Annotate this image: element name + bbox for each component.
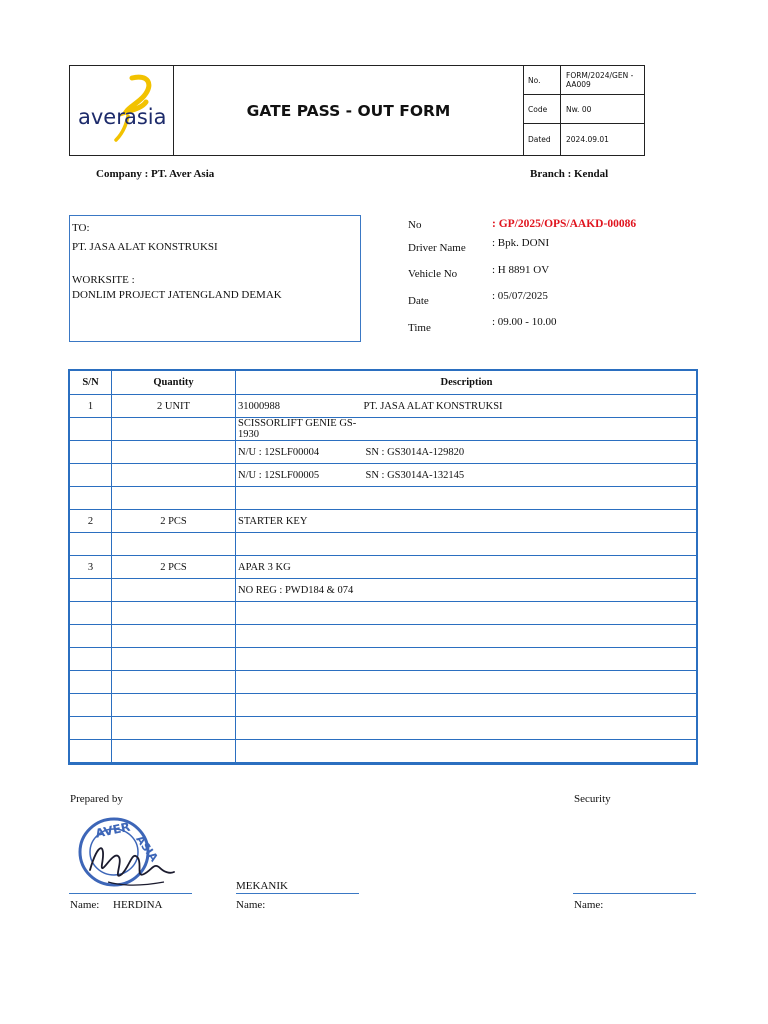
cell-quantity	[112, 671, 236, 694]
cell-description	[236, 625, 364, 648]
cell-sn: 3	[70, 556, 112, 579]
cell-description-extra	[364, 533, 698, 556]
cell-sn	[70, 694, 112, 717]
svg-text:asia: asia	[124, 105, 167, 129]
cell-quantity	[112, 717, 236, 740]
meta-row-no	[524, 66, 644, 95]
cell-description-extra	[364, 510, 698, 533]
security-signature-line	[573, 893, 696, 894]
cell-description	[236, 740, 364, 763]
date-label: Date	[408, 295, 429, 307]
svg-text:aver: aver	[78, 105, 125, 129]
table-row	[70, 579, 698, 602]
cell-description-extra: PT. JASA ALAT KONSTRUKSI	[364, 395, 698, 418]
cell-description: N/U : 12SLF00005	[236, 464, 364, 487]
meta-key: Code	[524, 95, 561, 123]
company-label: Company : PT. Aver Asia	[96, 168, 215, 180]
table-row	[70, 464, 698, 487]
cell-description: 31000988	[236, 395, 364, 418]
time-value: : 09.00 - 10.00	[492, 316, 557, 328]
cell-quantity: 2 PCS	[112, 556, 236, 579]
cell-description-extra	[364, 579, 698, 602]
table-row	[70, 418, 698, 441]
cell-description: N/U : 12SLF00004	[236, 441, 364, 464]
table-row	[70, 441, 698, 464]
cell-description-extra	[364, 602, 698, 625]
cell-description-extra	[364, 418, 698, 441]
form-meta	[524, 66, 644, 155]
prepared-signature-line	[69, 893, 192, 894]
table-row	[70, 556, 698, 579]
cell-description-extra	[364, 556, 698, 579]
svg-text:ASIA: ASIA	[133, 832, 161, 865]
to-label: TO:	[72, 222, 90, 234]
cell-description	[236, 533, 364, 556]
cell-quantity: 2 PCS	[112, 510, 236, 533]
security-name-label: Name:	[574, 899, 604, 911]
security-label: Security	[574, 793, 611, 805]
cell-sn	[70, 740, 112, 763]
no-label: No	[408, 219, 422, 231]
driver-label: Driver Name	[408, 242, 466, 254]
cell-description-extra	[364, 717, 698, 740]
company-stamp-signature-icon	[72, 812, 176, 896]
prepared-name-label: Name:	[70, 899, 100, 911]
time-label: Time	[408, 322, 431, 334]
cell-description	[236, 648, 364, 671]
cell-quantity: 2 UNIT	[112, 395, 236, 418]
cell-quantity	[112, 464, 236, 487]
table-row	[70, 625, 698, 648]
table-row	[70, 602, 698, 625]
cell-quantity	[112, 579, 236, 602]
cell-sn: 1	[70, 395, 112, 418]
header-sn: S/N	[70, 371, 112, 395]
worksite-label: WORKSITE :	[72, 274, 135, 286]
table-row	[70, 648, 698, 671]
cell-description	[236, 717, 364, 740]
cell-sn: 2	[70, 510, 112, 533]
cell-description-extra	[364, 740, 698, 763]
cell-sn	[70, 648, 112, 671]
cell-quantity	[112, 740, 236, 763]
meta-value: FORM/2024/GEN - AA009	[566, 71, 634, 89]
table-row	[70, 740, 698, 763]
mekanik-signature-line	[236, 893, 359, 894]
cell-quantity	[112, 694, 236, 717]
table-header-row	[70, 371, 698, 395]
table-row	[70, 487, 698, 510]
cell-description-extra	[364, 648, 698, 671]
vehicle-value: : H 8891 OV	[492, 264, 550, 276]
cell-description-extra	[364, 487, 698, 510]
header-quantity: Quantity	[112, 371, 236, 395]
form-header	[69, 65, 645, 156]
cell-sn	[70, 418, 112, 441]
cell-description	[236, 671, 364, 694]
table-row	[70, 671, 698, 694]
prepared-name-value: HERDINA	[113, 899, 163, 911]
cell-quantity	[112, 418, 236, 441]
meta-key: No.	[524, 66, 561, 94]
cell-sn	[70, 602, 112, 625]
cell-sn	[70, 441, 112, 464]
meta-key: Dated	[524, 124, 561, 155]
cell-sn	[70, 625, 112, 648]
cell-description: STARTER KEY	[236, 510, 364, 533]
items-table	[69, 370, 698, 763]
cell-sn	[70, 464, 112, 487]
cell-description	[236, 602, 364, 625]
date-value: : 05/07/2025	[492, 290, 548, 302]
cell-sn	[70, 533, 112, 556]
cell-sn	[70, 487, 112, 510]
prepared-by-label: Prepared by	[70, 793, 123, 805]
cell-description-extra	[364, 694, 698, 717]
cell-quantity	[112, 533, 236, 556]
cell-quantity	[112, 648, 236, 671]
cell-quantity	[112, 625, 236, 648]
vehicle-label: Vehicle No	[408, 268, 458, 280]
aver-asia-logo-icon	[70, 66, 172, 154]
meta-value: 2024.09.01	[566, 135, 609, 144]
meta-row-code	[524, 95, 644, 124]
cell-description	[236, 694, 364, 717]
cell-sn	[70, 579, 112, 602]
table-row	[70, 717, 698, 740]
cell-sn	[70, 717, 112, 740]
company-logo	[70, 66, 174, 155]
branch-label: Branch : Kendal	[530, 168, 609, 180]
table-row	[70, 395, 698, 418]
cell-description-extra	[364, 671, 698, 694]
mekanik-name-label: Name:	[236, 899, 266, 911]
cell-description: APAR 3 KG	[236, 556, 364, 579]
cell-quantity	[112, 441, 236, 464]
meta-value: Nw. 00	[566, 104, 592, 114]
recipient-name: PT. JASA ALAT KONSTRUKSI	[72, 241, 218, 253]
cell-description: SCISSORLIFT GENIE GS-1930	[236, 418, 364, 441]
cell-description-extra: SN : GS3014A-132145	[364, 464, 698, 487]
cell-description-extra: SN : GS3014A-129820	[364, 441, 698, 464]
cell-quantity	[112, 487, 236, 510]
header-description: Description	[236, 371, 698, 395]
cell-sn	[70, 671, 112, 694]
gate-pass-number: : GP/2025/OPS/AAKD-00086	[492, 218, 637, 230]
table-row	[70, 694, 698, 717]
meta-row-dated	[524, 124, 644, 155]
cell-quantity	[112, 602, 236, 625]
svg-text:AVER: AVER	[94, 819, 132, 841]
recipient-box	[69, 215, 361, 342]
cell-description	[236, 487, 364, 510]
items-body	[70, 395, 698, 763]
form-title: GATE PASS - OUT FORM	[174, 66, 524, 155]
table-row	[70, 510, 698, 533]
mekanik-label: MEKANIK	[236, 880, 288, 892]
table-row	[70, 533, 698, 556]
cell-description-extra	[364, 625, 698, 648]
worksite-value: DONLIM PROJECT JATENGLAND DEMAK	[72, 289, 282, 301]
driver-value: : Bpk. DONI	[492, 237, 550, 249]
cell-description: NO REG : PWD184 & 074	[236, 579, 364, 602]
